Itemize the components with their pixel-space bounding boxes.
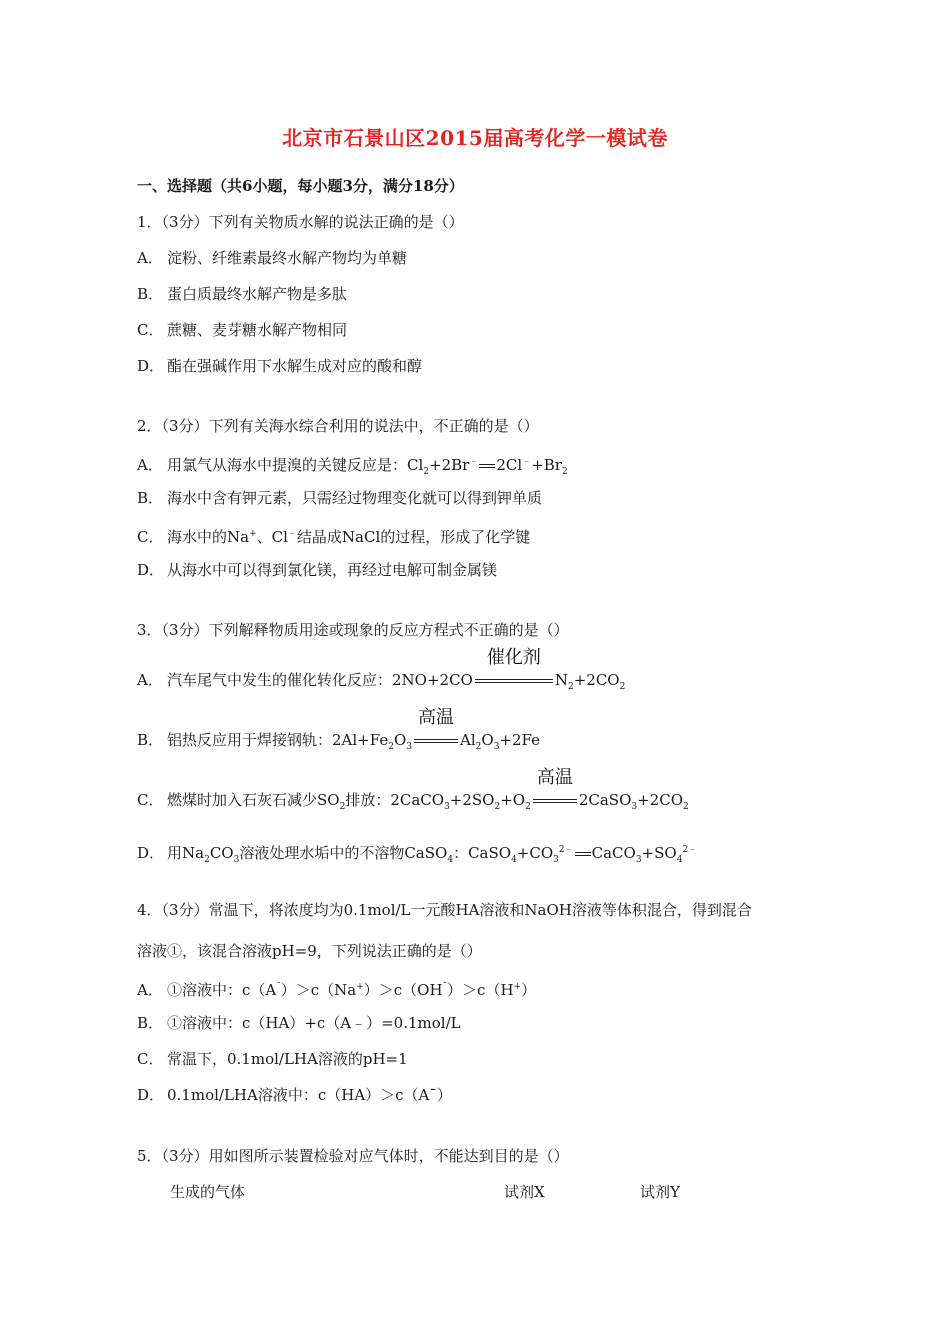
- q2-option-d[interactable]: D． 从海水中可以得到氯化镁，再经过电解可制金属镁: [137, 561, 498, 579]
- q4-option-b[interactable]: B． ①溶液中：c（HA）+c（A﹣）=0.1mol/L: [137, 1014, 461, 1032]
- q2-option-a[interactable]: A． 用氯气从海水中提溴的关键反应是：$Cl_2+2Br^﹣$ $2Cl^﹣+Br_2$: [137, 456, 568, 477]
- high-temp-condition: 高温: [531, 790, 579, 810]
- q3-option-d[interactable]: D． 用$Na_2CO_3$溶液处理水垢中的不溶物CaSO$_4$：$CaSO_4+CO_3^{2﹣}$ $CaCO_3+SO_4^{2﹣}$: [137, 844, 698, 865]
- q3-option-b[interactable]: B． 铝热反应用于焊接钢轨：$2Al+Fe_2O_3$ 高温 $Al_2O_3+2Fe$: [137, 707, 540, 752]
- q1-option-d[interactable]: D． 酯在强碱作用下水解生成对应的酸和醇: [137, 357, 423, 375]
- high-temp-condition: 高温: [412, 730, 460, 750]
- q3-option-a[interactable]: A． 汽车尾气中发生的催化转化反应：2NO+2CO 催化剂 $N_2+2CO_2$: [137, 647, 626, 692]
- q1-option-c[interactable]: C． 蔗糖、麦芽糖水解产物相同: [137, 321, 348, 339]
- section-heading: 一、选择题（共6小题，每小题3分，满分18分）: [137, 177, 464, 195]
- q2-option-b[interactable]: B． 海水中含有钾元素，只需经过物理变化就可以得到钾单质: [137, 489, 543, 507]
- q4-option-a[interactable]: A． ①溶液中：c（A¯）＞c（Na+）＞c（OH¯）＞c（H+）: [137, 981, 537, 999]
- q4-stem-line1: 4．（3分）常温下，将浓度均为0.1mol/L一元酸HA溶液和NaOH溶液等体积混合，得到混合: [137, 901, 752, 919]
- q1-option-b[interactable]: B． 蛋白质最终水解产物是多肽: [137, 285, 348, 303]
- q5-table-header-reagent-x: 试剂X: [504, 1183, 545, 1201]
- q1-stem: 1．（3分）下列有关物质水解的说法正确的是（）: [137, 213, 464, 231]
- q2-stem: 2．（3分）下列有关海水综合利用的说法中，不正确的是（）: [137, 417, 539, 435]
- q5-table-header-gas: 生成的气体: [170, 1183, 246, 1201]
- q5-stem: 5．（3分）用如图所示装置检验对应气体时，不能达到目的是（）: [137, 1147, 569, 1165]
- catalyst-condition: 催化剂: [473, 670, 555, 690]
- page-title: 北京市石景山区2015届高考化学一模试卷: [282, 126, 668, 150]
- q5-table-header-reagent-y: 试剂Y: [640, 1183, 680, 1201]
- q3-option-c[interactable]: C． 燃煤时加入石灰石减少$SO_2$排放：$2CaCO_3+2SO_2+O_2$ 高温 $2CaSO_3+2CO_2$: [137, 767, 689, 812]
- q4-stem-line2: 溶液①，该混合溶液pH=9，下列说法正确的是（）: [137, 942, 482, 960]
- q4-option-c[interactable]: C． 常温下，0.1mol/LHA溶液的pH=1: [137, 1050, 408, 1068]
- q1-option-a[interactable]: A． 淀粉、纤维素最终水解产物均为单糖: [137, 249, 408, 267]
- q2-option-c[interactable]: C． 海水中的Na+、Cl﹣结晶成NaCl的过程，形成了化学键: [137, 528, 531, 546]
- q3-stem: 3．（3分）下列解释物质用途或现象的反应方程式不正确的是（）: [137, 621, 569, 639]
- q4-option-d[interactable]: D． 0.1mol/LHA溶液中：c（HA）＞c（A¯）: [137, 1086, 452, 1104]
